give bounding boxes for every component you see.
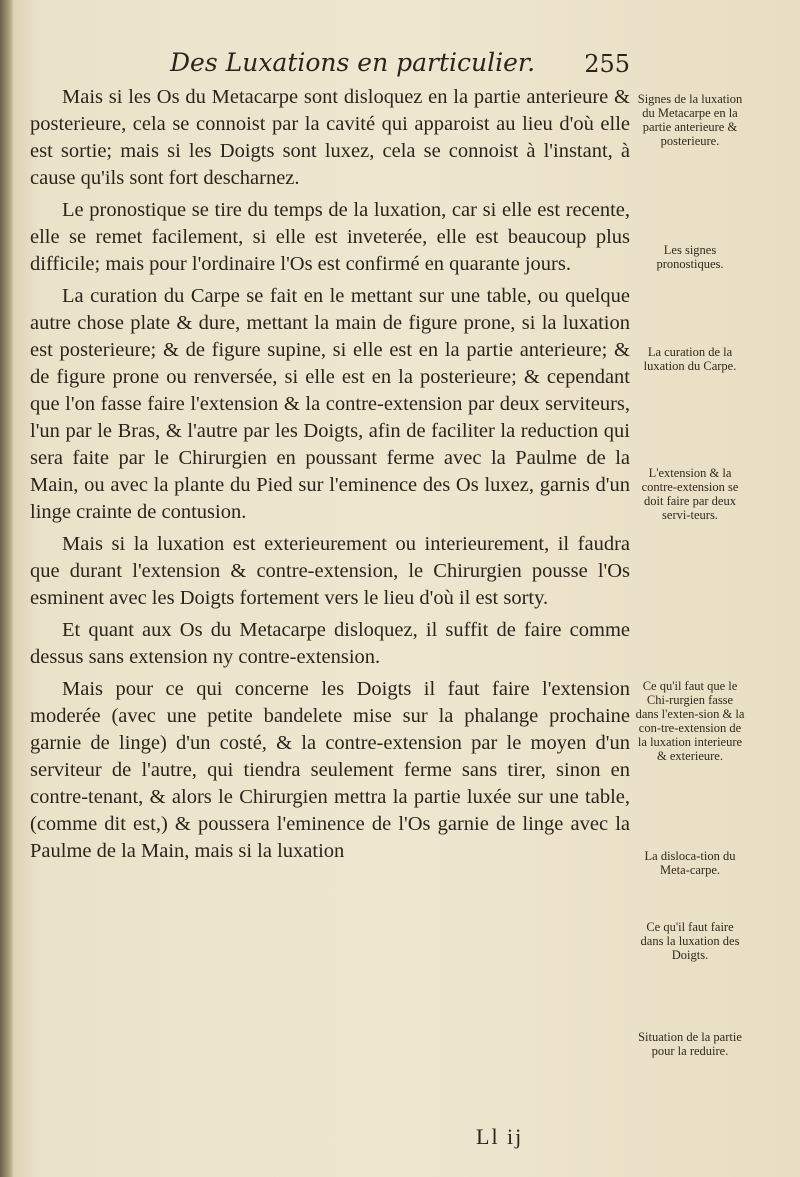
margin-note-extension: L'extension & la contre-extension se doit faire par deux servi-teurs. — [641, 466, 739, 522]
margin-note-curation: La curation de la luxation du Carpe. — [643, 345, 737, 373]
running-head-title: Des Luxations en particulier. — [170, 48, 536, 77]
margin-note-dislocation: La disloca-tion du Meta-carpe. — [644, 849, 736, 877]
running-head — [170, 48, 630, 84]
margin-note-doigts: Ce qu'il faut faire dans la luxation des Doigts. — [640, 920, 740, 962]
page-number: 255 — [584, 50, 630, 78]
paragraph-curation-carpe: La curation du Carpe se fait en le mettant sur une table, ou quelque autre chose plate & dure, mettant la main de figure prone, si la luxation est posterieure; & de figure supine, si elle est en la partie anterieure; & de figure prone ou renversée, si elle est en la posterieure; & cependant que l'on fasse faire l'extension & la contre-extension par deux serviteurs, l'un par le Bras, & l'autre par les Doigts, afin de faciliter la reduction qui sera faite par le Chirurgien en poussant ferme avec la Paulme de la Main, ou avec la plante du Pied sur l'eminence des Os luxez, garnis d'un linge crainte de contusion. — [30, 285, 630, 523]
paragraph-pronostique: Le pronostique se tire du temps de la luxation, car si elle est recente, elle se remet facilement, si elle est inveterée, elle est beaucoup plus difficile; mais pour l'ordinaire l'Os est confirmé en quarante jours. — [30, 199, 630, 275]
margin-note-signes: Signes de la luxation du Metacarpe en la partie anterieure & posterieure. — [637, 92, 743, 148]
paragraph-doigts: Mais pour ce qui concerne les Doigts il faut faire l'extension moderée (avec une petite bandelete mise sur la phalange prochaine garnie de linge) d'un costé, & la contre-extension par le moyen d'un serviteur de l'autre, qui tiendra seulement ferme sans tirer, sinon en contre-tenant, & alors le Chirurgien mettra la partie luxée sur une table, (comme dit est,) & poussera l'eminence de l'Os garnie de linge avec la Paulme de la Main, mais si la luxation — [30, 678, 630, 862]
margin-note-situation: Situation de la partie pour la reduire. — [638, 1030, 742, 1058]
margin-note-pronostiques: Les signes pronostiques. — [656, 243, 724, 271]
margin-note-chirurgien: Ce qu'il faut que le Chi-rurgien fasse dans l'exten-sion & la con-tre-extension de la luxation interieure & exterieure. — [635, 679, 745, 763]
paragraph-signs-metacarpe: Mais si les Os du Metacarpe sont disloquez en la partie anterieure & posterieure, cela se connoist par la cavité qui apparoist au lieu d'où elle est sortie; mais si les Doigts sont luxez, cela se connoist à l'instant, à cause qu'ils sont fort descharnez. — [30, 86, 630, 189]
paragraph-luxation-interieure: Mais si la luxation est exterieurement ou interieurement, il faudra que durant l'extension & contre-extension, le Chirurgien pousse l'Os esminent avec les Doigts fortement vers le lieu d'où il est sorty. — [30, 533, 630, 609]
main-text-column — [30, 84, 630, 870]
paragraph-metacarpe-disloquez: Et quant aux Os du Metacarpe disloquez, il suffit de faire comme dessus sans extension ny contre-extension. — [30, 619, 630, 668]
book-spine-shadow — [0, 0, 14, 1177]
signature-mark: Ll ij — [476, 1124, 524, 1149]
